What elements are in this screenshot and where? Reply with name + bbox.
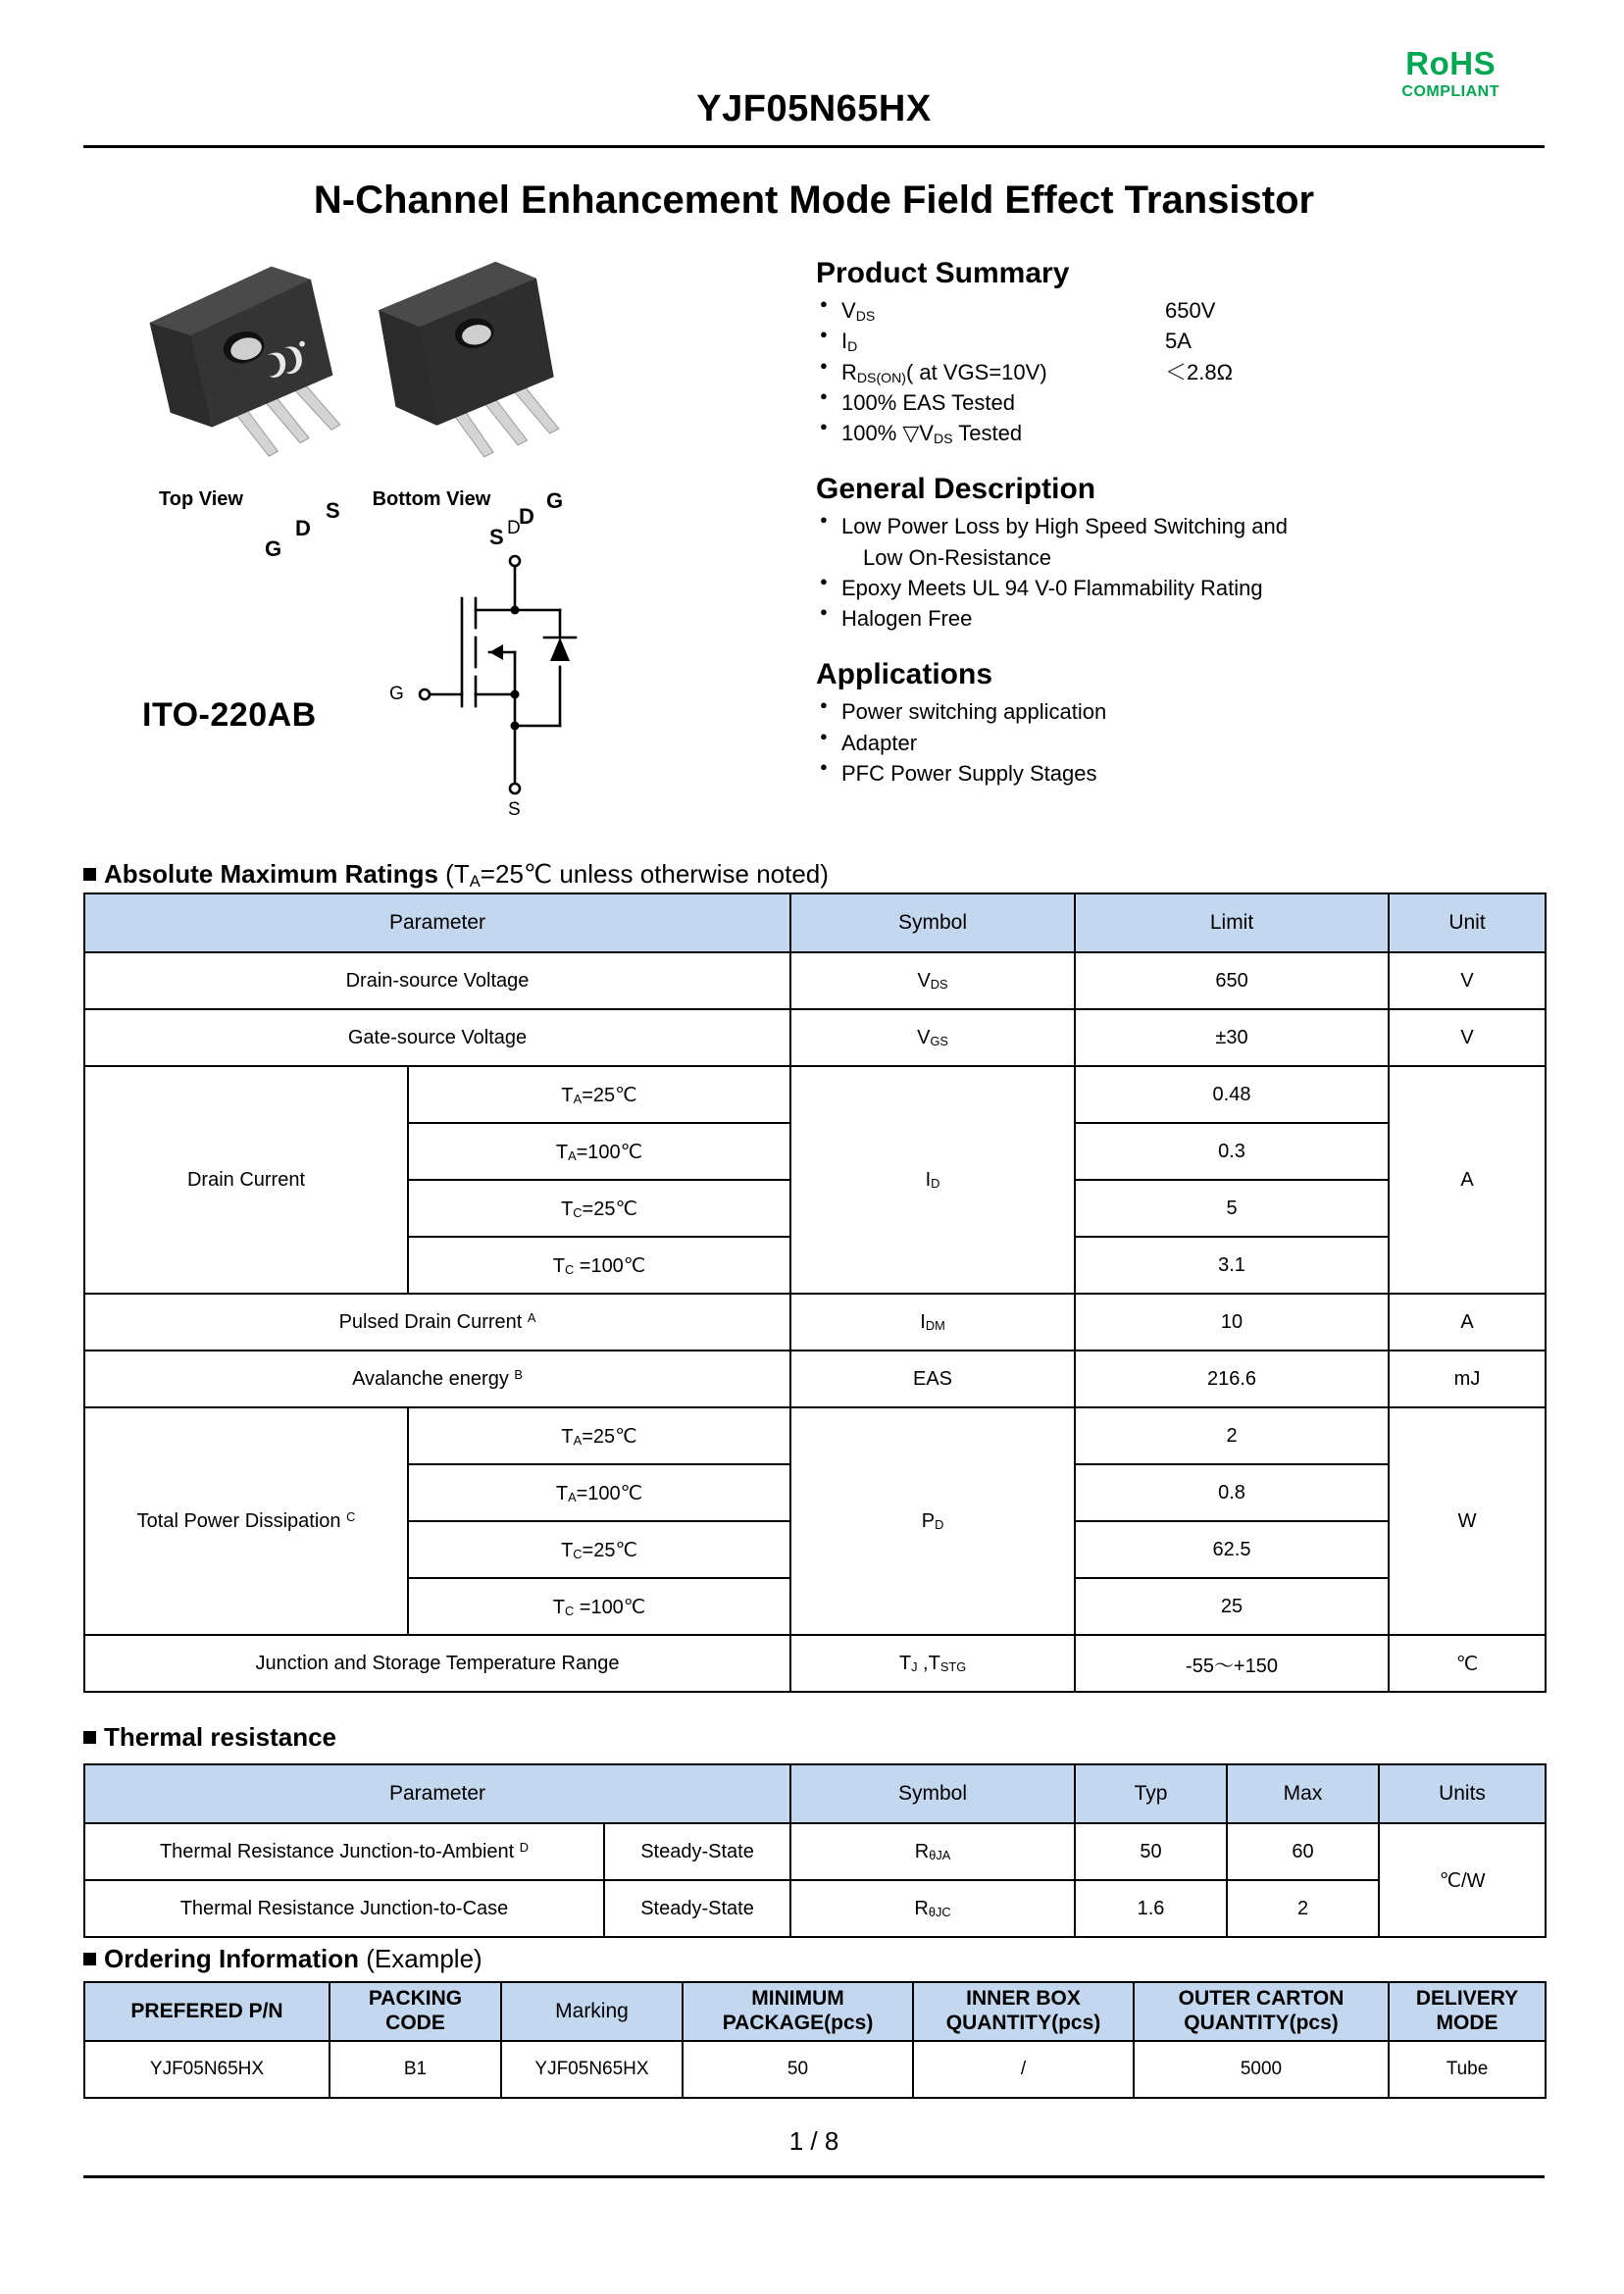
summary-value-vds: 650V	[1165, 298, 1216, 323]
cell-condition: $T_C$ =100℃	[408, 1578, 790, 1635]
summary-item-vds	[816, 296, 1542, 325]
table-header-row	[84, 893, 1546, 952]
column-header-parameter: Parameter	[84, 893, 790, 952]
table-header-row	[84, 1764, 1546, 1823]
right-info-column	[816, 257, 1542, 790]
column-header-units: Units	[1379, 1764, 1546, 1823]
page-header	[83, 47, 1545, 145]
rohs-compliant-text: COMPLIANT	[1401, 82, 1499, 100]
cell-unit: A	[1389, 1294, 1546, 1351]
column-header-inner-box-quantity: INNER BOX QUANTITY(pcs)	[913, 1982, 1134, 2041]
cell-condition: $T_A=100℃$	[408, 1123, 790, 1180]
cell-inner-box-quantity: /	[913, 2041, 1134, 2098]
applications-heading: Applications	[816, 658, 993, 691]
cell-limit: 10	[1075, 1294, 1389, 1351]
rohs-logo	[1401, 47, 1499, 100]
cell-parameter: Total Power Dissipation $^C$	[84, 1407, 408, 1635]
summary-value-rdson: ＜2.8Ω	[1165, 359, 1234, 384]
cell-parameter: Drain-source Voltage	[84, 952, 790, 1009]
column-header-limit: Limit	[1075, 893, 1389, 952]
cell-max: 2	[1227, 1880, 1379, 1937]
bullet-square-icon	[83, 868, 96, 881]
cell-condition: $T_A=25℃$	[408, 1407, 790, 1464]
cell-unit: ℃	[1389, 1635, 1546, 1692]
table-row	[84, 1351, 1546, 1407]
cell-condition: Steady-State	[604, 1823, 790, 1880]
column-header-symbol: Symbol	[790, 893, 1075, 952]
product-summary-list	[816, 296, 1542, 447]
mosfet-symbol-diagram	[407, 539, 633, 824]
table-row	[84, 1407, 1546, 1464]
cell-limit: 2	[1075, 1407, 1389, 1464]
bottom-view-pin-s: S	[489, 525, 504, 549]
cell-condition: Steady-State	[604, 1880, 790, 1937]
summary-value-id: 5A	[1165, 329, 1192, 354]
summary-item-rdson	[816, 358, 1542, 386]
cell-typ: 1.6	[1075, 1880, 1227, 1937]
package-name-label: ITO-220AB	[142, 696, 317, 734]
bullet-square-icon	[83, 1953, 96, 1965]
cell-parameter: Thermal Resistance Junction-to-Ambient $^D$	[84, 1823, 604, 1880]
bullet-square-icon	[83, 1731, 96, 1744]
cell-symbol: $V_{GS}$	[790, 1009, 1075, 1066]
table-row	[84, 1066, 1546, 1123]
symbol-pin-g: G	[389, 684, 404, 704]
cell-typ: 50	[1075, 1823, 1227, 1880]
column-header-outer-carton-quantity: OUTER CARTON QUANTITY(pcs)	[1134, 1982, 1389, 2041]
bottom-view-package-image	[329, 233, 642, 488]
cell-parameter: Gate-source Voltage	[84, 1009, 790, 1066]
cell-units: ℃/W	[1379, 1823, 1546, 1937]
cell-unit: V	[1389, 952, 1546, 1009]
top-view-pin-d: D	[295, 516, 311, 540]
ordering-information-heading: Ordering Information (Example)	[83, 1944, 482, 1974]
cell-symbol: $I_{DM}$	[790, 1294, 1075, 1351]
cell-limit: 3.1	[1075, 1237, 1389, 1294]
cell-limit: 0.8	[1075, 1464, 1389, 1521]
cell-symbol: EAS	[790, 1351, 1075, 1407]
column-header-minimum-package: MINIMUM PACKAGE(pcs)	[683, 1982, 913, 2041]
summary-label-id: ● $I_D$	[841, 329, 858, 355]
description-item-0: ● Low Power Loss by High Speed Switching and	[816, 512, 1542, 540]
table-row	[84, 1294, 1546, 1351]
top-view-pin-s: S	[326, 498, 340, 523]
page-title: N-Channel Enhancement Mode Field Effect Transistor	[313, 178, 1315, 222]
absolute-max-ratings-table	[83, 892, 1547, 1693]
cell-symbol: $R_{\theta JA}$	[790, 1823, 1075, 1880]
cell-symbol: $T_J$ $,T_{STG}$	[790, 1635, 1075, 1692]
thermal-resistance-table	[83, 1763, 1547, 1938]
cell-symbol: $V_{DS}$	[790, 952, 1075, 1009]
cell-minimum-package: 50	[683, 2041, 913, 2098]
general-description-heading: General Description	[816, 473, 1096, 506]
column-header-unit: Unit	[1389, 893, 1546, 952]
table-row	[84, 952, 1546, 1009]
summary-label-vds: ● $V_{DS}$	[841, 298, 876, 325]
bottom-view-pin-g: G	[546, 488, 564, 513]
cell-parameter: Pulsed Drain Current $^A$	[84, 1294, 790, 1351]
application-item-1: ● Adapter	[816, 729, 1542, 757]
column-header-prefered-pn: PREFERED P/N	[84, 1982, 330, 2041]
bottom-view-label: Bottom View	[372, 488, 491, 510]
cell-unit: mJ	[1389, 1351, 1546, 1407]
cell-limit: 25	[1075, 1578, 1389, 1635]
cell-prefered-pn: YJF05N65HX	[84, 2041, 330, 2098]
description-item-1: ● Epoxy Meets UL 94 V-0 Flammability Rating	[816, 574, 1542, 602]
cell-limit: 5	[1075, 1180, 1389, 1237]
top-view-pin-g: G	[265, 536, 282, 561]
table-row	[84, 2041, 1546, 2098]
product-summary-heading: Product Summary	[816, 257, 1070, 289]
column-header-delivery-mode: DELIVERY MODE	[1389, 1982, 1546, 2041]
cell-symbol: $I_D$	[790, 1066, 1075, 1294]
cell-limit: 62.5	[1075, 1521, 1389, 1578]
cell-condition: $T_C=25℃$	[408, 1180, 790, 1237]
symbol-pin-s: S	[508, 799, 521, 820]
cell-unit: A	[1389, 1066, 1546, 1294]
bottom-view-pin-d: D	[519, 504, 534, 529]
cell-parameter: Drain Current	[84, 1066, 408, 1294]
rohs-main-text: RoHS	[1405, 45, 1497, 81]
cell-condition: $T_C=25℃$	[408, 1521, 790, 1578]
cell-limit: ±30	[1075, 1009, 1389, 1066]
page-number: 1 / 8	[788, 2126, 839, 2156]
column-header-marking: Marking	[501, 1982, 683, 2041]
general-description-list	[816, 512, 1542, 633]
cell-parameter: Junction and Storage Temperature Range	[84, 1635, 790, 1692]
cell-unit: V	[1389, 1009, 1546, 1066]
part-number-title: YJF05N65HX	[696, 88, 932, 129]
applications-list	[816, 697, 1542, 788]
cell-parameter: Thermal Resistance Junction-to-Case	[84, 1880, 604, 1937]
cell-delivery-mode: Tube	[1389, 2041, 1546, 2098]
symbol-pin-d: D	[507, 518, 521, 538]
column-header-symbol: Symbol	[790, 1764, 1075, 1823]
cell-packing-code: B1	[330, 2041, 501, 2098]
summary-item-eas-tested: ● 100% EAS Tested	[816, 388, 1542, 417]
column-header-max: Max	[1227, 1764, 1379, 1823]
cell-limit: 650	[1075, 952, 1389, 1009]
cell-parameter: Avalanche energy $^B$	[84, 1351, 790, 1407]
absolute-max-ratings-heading: Absolute Maximum Ratings ($T_A=25℃$ unless otherwise noted)	[83, 859, 829, 890]
table-row	[84, 1009, 1546, 1066]
cell-condition: $T_A=25℃$	[408, 1066, 790, 1123]
cell-condition: $T_C$ =100℃	[408, 1237, 790, 1294]
top-view-label: Top View	[159, 488, 243, 510]
description-item-0-cont: Low On-Resistance	[863, 544, 1051, 570]
application-item-0: ● Power switching application	[816, 697, 1542, 726]
description-item-2: ● Halogen Free	[816, 604, 1542, 633]
cell-limit: 216.6	[1075, 1351, 1389, 1407]
footer-divider	[83, 2175, 1545, 2178]
cell-limit: 0.3	[1075, 1123, 1389, 1180]
thermal-resistance-heading: Thermal resistance	[83, 1722, 336, 1753]
column-header-parameter: Parameter	[84, 1764, 790, 1823]
table-row	[84, 1823, 1546, 1880]
header-divider	[83, 145, 1545, 148]
cell-outer-carton-quantity: 5000	[1134, 2041, 1389, 2098]
cell-max: 60	[1227, 1823, 1379, 1880]
summary-label-rdson: ● $R_{DS(ON)}$( at VGS=10V)	[841, 359, 1047, 385]
cell-unit: W	[1389, 1407, 1546, 1635]
summary-item-id	[816, 327, 1542, 355]
cell-condition: $T_A=100℃$	[408, 1464, 790, 1521]
summary-item-vds-tested: ● 100% $▽V_{DS}$ Tested	[816, 419, 1542, 447]
cell-symbol: $P_D$	[790, 1407, 1075, 1635]
cell-limit: -55～+150	[1075, 1635, 1389, 1692]
application-item-2: ● PFC Power Supply Stages	[816, 759, 1542, 788]
package-illustrations	[83, 245, 809, 853]
table-header-row	[84, 1982, 1546, 2041]
column-header-packing-code: PACKING CODE	[330, 1982, 501, 2041]
column-header-typ: Typ	[1075, 1764, 1227, 1823]
table-row	[84, 1635, 1546, 1692]
table-row	[84, 1880, 1546, 1937]
cell-symbol: $R_{\theta JC}$	[790, 1880, 1075, 1937]
cell-marking: YJF05N65HX	[501, 2041, 683, 2098]
ordering-information-table	[83, 1981, 1547, 2099]
cell-limit: 0.48	[1075, 1066, 1389, 1123]
